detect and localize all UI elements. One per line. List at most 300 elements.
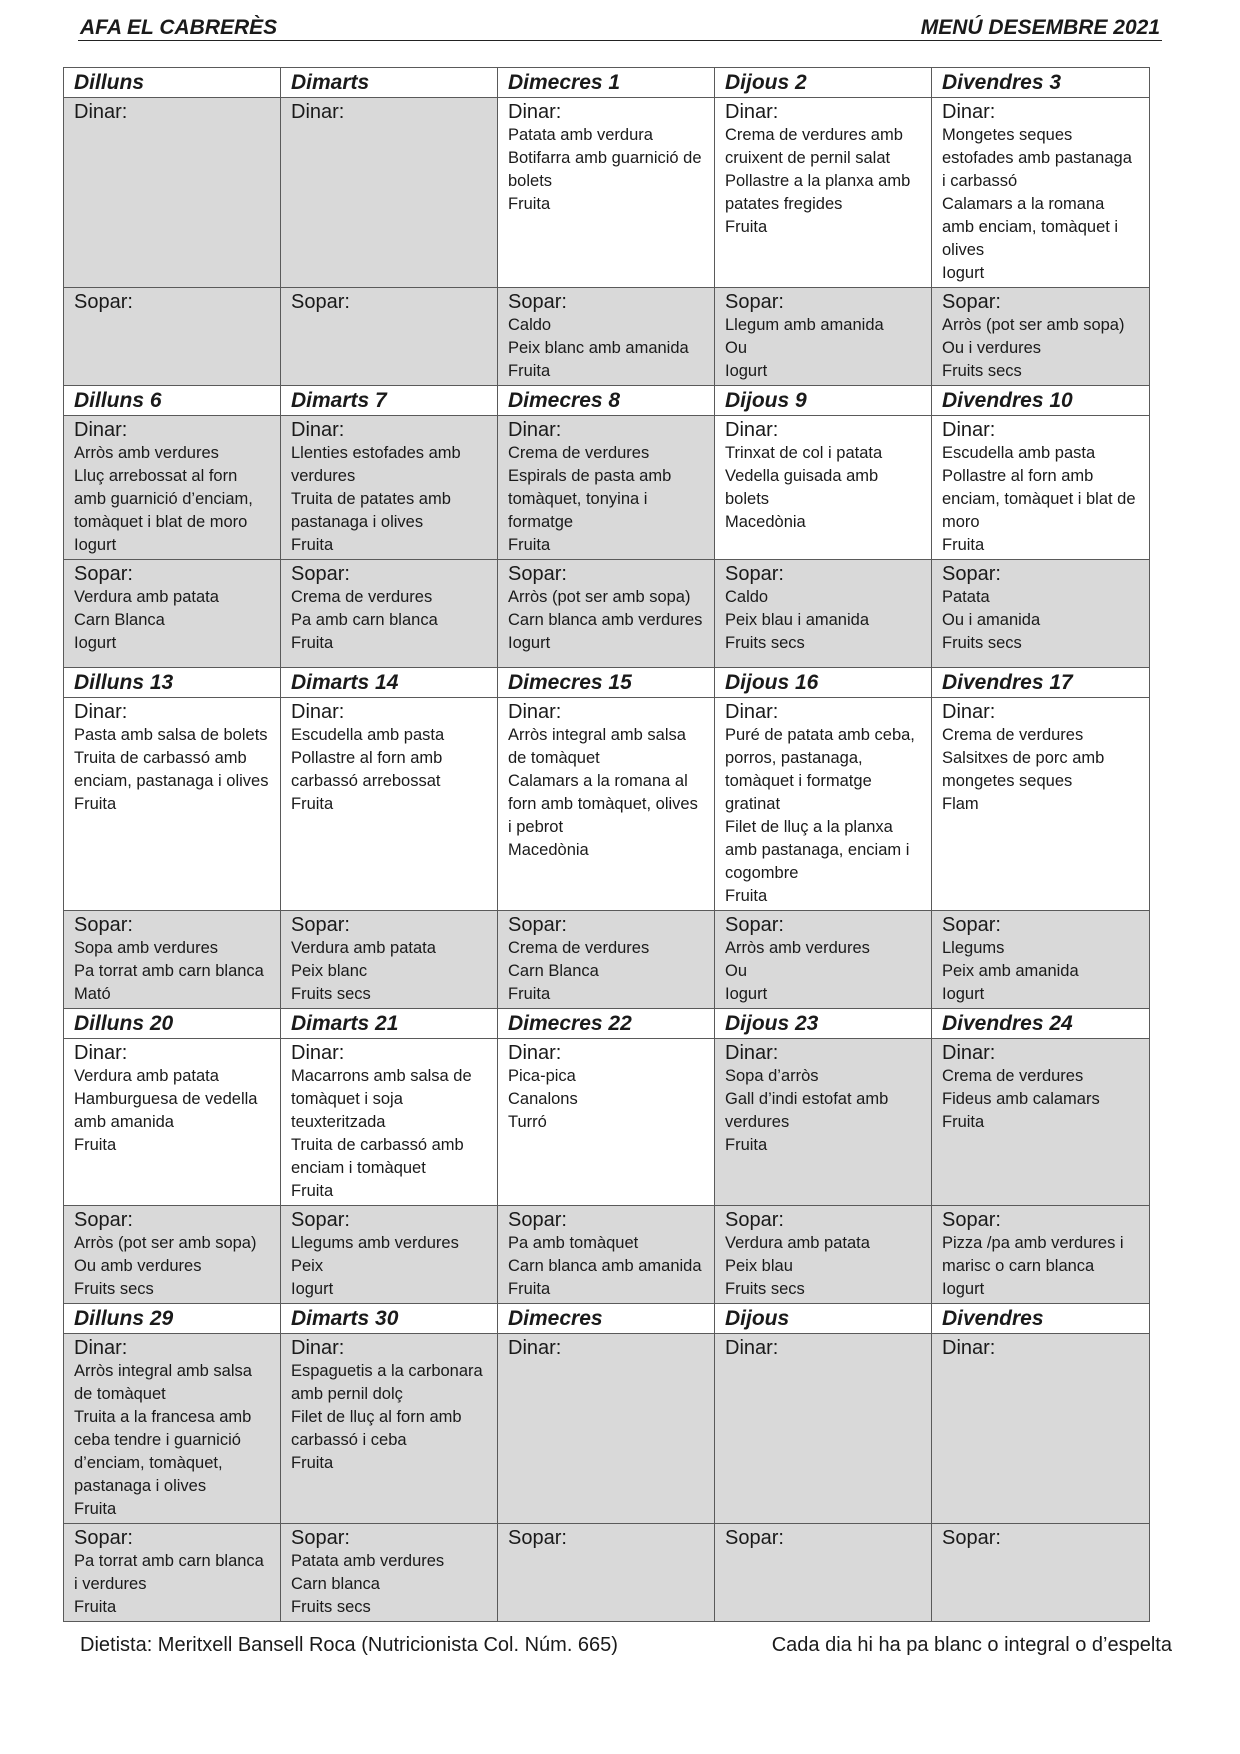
dish-item: Iogurt: [725, 362, 768, 380]
day-name: Divendres 3: [932, 68, 1150, 98]
lunch-cell: [715, 1334, 932, 1524]
lunch-cell: [281, 416, 498, 560]
dish-item: Calamars a la romana al forn amb tomàquet, olives i pebrot: [508, 772, 698, 836]
dish-list: [74, 1360, 270, 1521]
dish-item: Peix blau i amanida: [725, 611, 870, 629]
dish-item: Fruits secs: [942, 362, 1022, 380]
dish-item: Fruita: [942, 536, 985, 554]
lunch-cell: [932, 1334, 1150, 1524]
dish-item: Sopa amb verdures: [74, 939, 218, 957]
dish-list: [74, 937, 270, 1006]
dish-list: [74, 1232, 270, 1301]
dinner-cell: [281, 560, 498, 668]
dish-item: Pa torrat amb carn blanca i verdures: [74, 1552, 264, 1593]
day-name: Dimarts 21: [281, 1009, 498, 1039]
dinner-label: Sopar:: [942, 1209, 1001, 1231]
lunch-label: Dinar:: [74, 1337, 128, 1359]
lunch-cell: [715, 698, 932, 911]
dinner-label: Sopar:: [74, 563, 133, 585]
dish-list: [725, 1065, 921, 1157]
dinner-label: Sopar:: [74, 1527, 133, 1549]
dish-list: [74, 1065, 270, 1157]
dish-item: Truita a la francesa amb ceba tendre i guarnició d’enciam, tomàquet, pastanaga i olives: [74, 1408, 252, 1495]
day-name: Dijous 9: [715, 386, 932, 416]
day-name: Dilluns 6: [64, 386, 281, 416]
dinner-cell: [281, 1524, 498, 1622]
dinner-label: Sopar:: [725, 1209, 784, 1231]
dish-list: [291, 1550, 487, 1619]
dish-item: Fruits secs: [942, 634, 1022, 652]
dinner-label: Sopar:: [942, 1527, 1001, 1549]
dish-list: [508, 937, 704, 1006]
dish-item: Fruita: [508, 536, 551, 554]
day-name: Dimarts: [281, 68, 498, 98]
dish-list: [291, 937, 487, 1006]
dish-list: [74, 586, 270, 655]
lunch-label: Dinar:: [74, 101, 128, 123]
dish-list: [508, 724, 704, 862]
day-name: Divendres: [932, 1304, 1150, 1334]
dinner-cell: [932, 911, 1150, 1009]
dinner-label: Sopar:: [725, 563, 784, 585]
dish-item: Escudella amb pasta: [942, 444, 1096, 462]
lunch-label: Dinar:: [942, 101, 996, 123]
day-name: Divendres 17: [932, 668, 1150, 698]
lunch-label: Dinar:: [508, 1337, 562, 1359]
dish-item: Llegum amb amanida: [725, 316, 884, 334]
day-name: Dimecres: [498, 1304, 715, 1334]
dish-item: Salsitxes de porc amb mongetes seques: [942, 749, 1105, 790]
dinner-row: [64, 560, 1150, 668]
lunch-cell: [498, 1039, 715, 1206]
dish-item: Filet de lluç al forn amb carbassó i ceba: [291, 1408, 462, 1449]
dinner-label: Sopar:: [942, 563, 1001, 585]
dish-item: Iogurt: [942, 264, 985, 282]
lunch-label: Dinar:: [508, 419, 562, 441]
dish-list: [508, 1232, 704, 1301]
dish-item: Patata: [942, 588, 990, 606]
lunch-cell: [64, 1334, 281, 1524]
menu-table: [63, 67, 1150, 1622]
dish-item: Ou i verdures: [942, 339, 1042, 357]
dish-item: Iogurt: [74, 634, 117, 652]
dish-list: [942, 586, 1139, 655]
lunch-label: Dinar:: [725, 419, 779, 441]
dish-item: Fruita: [291, 634, 334, 652]
dish-list: [508, 314, 704, 383]
dinner-cell: [281, 911, 498, 1009]
lunch-cell: [64, 416, 281, 560]
dinner-cell: [64, 911, 281, 1009]
dish-list: [291, 1360, 487, 1475]
day-name: Dimecres 1: [498, 68, 715, 98]
menu-table-body: [64, 68, 1150, 1622]
dinner-label: Sopar:: [508, 914, 567, 936]
dish-item: Peix blau: [725, 1257, 793, 1275]
lunch-label: Dinar:: [291, 701, 345, 723]
day-name: Dijous 23: [715, 1009, 932, 1039]
lunch-cell: [498, 416, 715, 560]
dish-list: [942, 124, 1139, 285]
dish-item: Iogurt: [508, 634, 551, 652]
lunch-cell: [281, 98, 498, 288]
dish-item: Patata amb verdures: [291, 1552, 445, 1570]
lunch-cell: [715, 98, 932, 288]
dinner-label: Sopar:: [291, 1209, 350, 1231]
day-name: Divendres 24: [932, 1009, 1150, 1039]
dinner-cell: [281, 288, 498, 386]
dish-list: [725, 124, 921, 239]
dish-item: Arròs (pot ser amb sopa): [74, 1234, 257, 1252]
lunch-cell: [281, 698, 498, 911]
dinner-cell: [715, 560, 932, 668]
dish-item: Pa amb carn blanca: [291, 611, 438, 629]
day-name: Dijous 2: [715, 68, 932, 98]
dish-list: [942, 1065, 1139, 1134]
dish-item: Fruita: [291, 536, 334, 554]
dish-list: [291, 1065, 487, 1203]
lunch-cell: [498, 698, 715, 911]
dish-item: Iogurt: [725, 985, 768, 1003]
lunch-label: Dinar:: [291, 1337, 345, 1359]
dish-item: Pa torrat amb carn blanca: [74, 962, 264, 980]
dinner-cell: [715, 911, 932, 1009]
dish-item: Arròs (pot ser amb sopa): [508, 588, 691, 606]
lunch-label: Dinar:: [74, 419, 128, 441]
dinner-label: Sopar:: [725, 291, 784, 313]
dish-item: Fideus amb calamars: [942, 1090, 1100, 1108]
dish-item: Espirals de pasta amb tomàquet, tonyina i formatge: [508, 467, 672, 531]
lunch-cell: [932, 98, 1150, 288]
dish-item: Fruits secs: [291, 985, 371, 1003]
week-header-row: [64, 1304, 1150, 1334]
dish-item: Lluç arrebossat al forn amb guarnició d’enciam, tomàquet i blat de moro: [74, 467, 253, 531]
dish-item: Fruita: [74, 795, 117, 813]
page-header: [78, 14, 1162, 41]
lunch-label: Dinar:: [725, 101, 779, 123]
dinner-label: Sopar:: [508, 1209, 567, 1231]
dish-item: Fruita: [74, 1500, 117, 1518]
dish-item: Caldo: [508, 316, 552, 334]
menu-title: MENÚ DESEMBRE 2021: [920, 16, 1160, 39]
lunch-row: [64, 416, 1150, 560]
dish-item: Ou amb verdures: [74, 1257, 202, 1275]
dish-list: [942, 314, 1139, 383]
dish-item: Fruita: [508, 362, 551, 380]
dish-item: Fruita: [508, 195, 551, 213]
dish-list: [508, 586, 704, 655]
dinner-row: [64, 911, 1150, 1009]
dish-item: Fruits secs: [725, 1280, 805, 1298]
dish-list: [291, 586, 487, 655]
dish-list: [291, 442, 487, 557]
week-header-row: [64, 68, 1150, 98]
day-name: Divendres 10: [932, 386, 1150, 416]
dish-item: Iogurt: [942, 985, 985, 1003]
dish-item: Verdura amb patata: [291, 939, 436, 957]
dish-item: Peix blanc: [291, 962, 368, 980]
dinner-cell: [715, 1206, 932, 1304]
dish-item: Ou: [725, 962, 748, 980]
dinner-cell: [715, 1524, 932, 1622]
lunch-label: Dinar:: [74, 1042, 128, 1064]
dish-item: Iogurt: [74, 536, 117, 554]
dinner-cell: [281, 1206, 498, 1304]
dish-item: Arròs integral amb salsa de tomàquet: [74, 1362, 252, 1403]
dinner-label: Sopar:: [942, 291, 1001, 313]
day-name: Dilluns: [64, 68, 281, 98]
dish-list: [942, 1232, 1139, 1301]
dish-item: Patata amb verdura: [508, 126, 653, 144]
dinner-cell: [498, 1206, 715, 1304]
lunch-label: Dinar:: [291, 419, 345, 441]
lunch-cell: [715, 416, 932, 560]
dish-item: Filet de lluç a la planxa amb pastanaga, enciam i cogombre: [725, 818, 910, 882]
dish-item: Fruita: [74, 1136, 117, 1154]
dish-list: [508, 1065, 704, 1134]
dish-item: Fruita: [291, 1182, 334, 1200]
dinner-label: Sopar:: [74, 291, 133, 313]
dinner-label: Sopar:: [291, 291, 350, 313]
dinner-cell: [64, 288, 281, 386]
dinner-cell: [498, 560, 715, 668]
dish-item: Carn Blanca: [508, 962, 599, 980]
dish-list: [291, 724, 487, 816]
dish-item: Arròs amb verdures: [725, 939, 870, 957]
lunch-label: Dinar:: [291, 101, 345, 123]
dish-item: Arròs (pot ser amb sopa): [942, 316, 1125, 334]
week-header-row: [64, 386, 1150, 416]
dish-item: Truita de carbassó amb enciam i tomàquet: [291, 1136, 464, 1177]
lunch-label: Dinar:: [725, 1337, 779, 1359]
lunch-label: Dinar:: [725, 1042, 779, 1064]
dish-item: Turró: [508, 1113, 547, 1131]
dish-item: Caldo: [725, 588, 769, 606]
dish-item: Iogurt: [942, 1280, 985, 1298]
dietitian-credit: Dietista: Meritxell Bansell Roca (Nutricionista Col. Núm. 665): [80, 1634, 618, 1656]
lunch-cell: [281, 1334, 498, 1524]
dinner-label: Sopar:: [508, 563, 567, 585]
dish-item: Fruita: [74, 1598, 117, 1616]
dish-item: Botifarra amb guarnició de bolets: [508, 149, 702, 190]
dish-list: [942, 937, 1139, 1006]
dish-item: Canalons: [508, 1090, 578, 1108]
dish-list: [74, 724, 270, 816]
dish-item: Peix blanc amb amanida: [508, 339, 689, 357]
lunch-row: [64, 98, 1150, 288]
dish-item: Verdura amb patata: [74, 588, 219, 606]
day-name: Dijous: [715, 1304, 932, 1334]
dish-list: [291, 1232, 487, 1301]
dish-item: Puré de patata amb ceba, porros, pastanaga, tomàquet i formatge gratinat: [725, 726, 915, 813]
dish-list: [725, 724, 921, 908]
dish-item: Fruits secs: [725, 634, 805, 652]
dinner-cell: [715, 288, 932, 386]
dinner-row: [64, 1524, 1150, 1622]
dish-item: Peix amb amanida: [942, 962, 1079, 980]
lunch-label: Dinar:: [725, 701, 779, 723]
lunch-cell: [64, 1039, 281, 1206]
dish-item: Mongetes seques estofades amb pastanaga i carbassó: [942, 126, 1132, 190]
dinner-label: Sopar:: [942, 914, 1001, 936]
dish-item: Verdura amb patata: [74, 1067, 219, 1085]
dish-item: Fruita: [725, 218, 768, 236]
day-name: Dimecres 8: [498, 386, 715, 416]
day-name: Dilluns 13: [64, 668, 281, 698]
dish-item: Pizza /pa amb verdures i marisc o carn blanca: [942, 1234, 1124, 1275]
dish-item: Carn blanca: [291, 1575, 380, 1593]
dinner-cell: [64, 1206, 281, 1304]
dish-item: Crema de verdures: [942, 1067, 1084, 1085]
dish-list: [942, 442, 1139, 557]
organization-name: AFA EL CABRERÈS: [80, 16, 278, 39]
dish-item: Fruita: [291, 1454, 334, 1472]
lunch-label: Dinar:: [942, 1337, 996, 1359]
day-name: Dimecres 15: [498, 668, 715, 698]
lunch-cell: [932, 698, 1150, 911]
dish-item: Espaguetis a la carbonara amb pernil dolç: [291, 1362, 483, 1403]
dish-item: Llegums: [942, 939, 1005, 957]
dinner-cell: [932, 560, 1150, 668]
dish-item: Fruits secs: [74, 1280, 154, 1298]
dish-list: [725, 1232, 921, 1301]
dish-item: Pollastre al forn amb carbassó arrebossat: [291, 749, 443, 790]
lunch-row: [64, 698, 1150, 911]
dinner-row: [64, 288, 1150, 386]
day-name: Dilluns 29: [64, 1304, 281, 1334]
lunch-label: Dinar:: [291, 1042, 345, 1064]
dish-item: Peix: [291, 1257, 324, 1275]
dinner-label: Sopar:: [291, 1527, 350, 1549]
dish-item: Macarrons amb salsa de tomàquet i soja teuxteritzada: [291, 1067, 472, 1131]
dish-item: Carn blanca amb verdures: [508, 611, 703, 629]
dinner-label: Sopar:: [725, 914, 784, 936]
dish-item: Pollastre al forn amb enciam, tomàquet i blat de moro: [942, 467, 1136, 531]
dish-item: Gall d’indi estofat amb verdures: [725, 1090, 889, 1131]
day-name: Dimecres 22: [498, 1009, 715, 1039]
lunch-cell: [281, 1039, 498, 1206]
dinner-label: Sopar:: [508, 291, 567, 313]
lunch-cell: [498, 98, 715, 288]
dinner-label: Sopar:: [291, 563, 350, 585]
week-header-row: [64, 668, 1150, 698]
dish-item: Calamars a la romana amb enciam, tomàquet i olives: [942, 195, 1119, 259]
dish-item: Escudella amb pasta: [291, 726, 445, 744]
dish-list: [725, 442, 921, 534]
dish-item: Pasta amb salsa de bolets: [74, 726, 268, 744]
dish-item: Fruita: [725, 887, 768, 905]
dish-list: [942, 724, 1139, 816]
lunch-cell: [64, 698, 281, 911]
lunch-row: [64, 1039, 1150, 1206]
lunch-label: Dinar:: [74, 701, 128, 723]
dish-item: Macedònia: [725, 513, 806, 531]
dish-list: [74, 1550, 270, 1619]
dish-item: Crema de verdures: [942, 726, 1084, 744]
dish-list: [508, 124, 704, 216]
dish-item: Llegums amb verdures: [291, 1234, 459, 1252]
dinner-cell: [932, 1206, 1150, 1304]
dinner-cell: [498, 1524, 715, 1622]
week-header-row: [64, 1009, 1150, 1039]
dish-list: [74, 442, 270, 557]
dish-item: Fruita: [725, 1136, 768, 1154]
dish-item: Truita de carbassó amb enciam, pastanaga i olives: [74, 749, 269, 790]
dish-item: Hamburguesa de vedella amb amanida: [74, 1090, 258, 1131]
dish-item: Pa amb tomàquet: [508, 1234, 639, 1252]
dinner-label: Sopar:: [74, 1209, 133, 1231]
dinner-label: Sopar:: [291, 914, 350, 936]
dish-item: Llenties estofades amb verdures: [291, 444, 461, 485]
dish-item: Crema de verdures: [508, 939, 650, 957]
dinner-cell: [498, 911, 715, 1009]
dish-item: Vedella guisada amb bolets: [725, 467, 879, 508]
day-name: Dilluns 20: [64, 1009, 281, 1039]
lunch-cell: [715, 1039, 932, 1206]
lunch-cell: [64, 98, 281, 288]
dinner-label: Sopar:: [725, 1527, 784, 1549]
dish-item: Trinxat de col i patata: [725, 444, 883, 462]
dish-item: Carn blanca amb amanida: [508, 1257, 702, 1275]
day-name: Dimarts 30: [281, 1304, 498, 1334]
dish-item: Crema de verdures amb cruixent de pernil salat: [725, 126, 903, 167]
dish-item: Pica-pica: [508, 1067, 576, 1085]
dish-item: Arròs amb verdures: [74, 444, 219, 462]
dish-item: Arròs integral amb salsa de tomàquet: [508, 726, 686, 767]
dish-item: Truita de patates amb pastanaga i olives: [291, 490, 451, 531]
dish-list: [508, 442, 704, 557]
dinner-label: Sopar:: [74, 914, 133, 936]
dinner-label: Sopar:: [508, 1527, 567, 1549]
dish-item: Crema de verdures: [291, 588, 433, 606]
lunch-label: Dinar:: [508, 101, 562, 123]
dinner-cell: [64, 560, 281, 668]
dinner-cell: [64, 1524, 281, 1622]
lunch-label: Dinar:: [508, 701, 562, 723]
dish-item: Pollastre a la planxa amb patates fregides: [725, 172, 911, 213]
dish-item: Mató: [74, 985, 111, 1003]
dish-item: Ou i amanida: [942, 611, 1041, 629]
dish-list: [725, 937, 921, 1006]
dish-item: Iogurt: [291, 1280, 334, 1298]
lunch-cell: [932, 416, 1150, 560]
day-name: Dimarts 14: [281, 668, 498, 698]
day-name: Dimarts 7: [281, 386, 498, 416]
bread-note: Cada dia hi ha pa blanc o integral o d’espelta: [771, 1634, 1172, 1656]
lunch-label: Dinar:: [508, 1042, 562, 1064]
dish-item: Ou: [725, 339, 748, 357]
lunch-label: Dinar:: [942, 701, 996, 723]
dish-item: Fruita: [942, 1113, 985, 1131]
lunch-label: Dinar:: [942, 419, 996, 441]
dinner-cell: [932, 288, 1150, 386]
dish-item: Verdura amb patata: [725, 1234, 870, 1252]
dinner-cell: [498, 288, 715, 386]
dish-list: [725, 314, 921, 383]
dish-item: Fruita: [508, 985, 551, 1003]
dish-item: Carn Blanca: [74, 611, 165, 629]
dish-item: Fruita: [291, 795, 334, 813]
lunch-cell: [932, 1039, 1150, 1206]
lunch-row: [64, 1334, 1150, 1524]
dinner-cell: [932, 1524, 1150, 1622]
lunch-cell: [498, 1334, 715, 1524]
dish-item: Flam: [942, 795, 979, 813]
dish-item: Crema de verdures: [508, 444, 650, 462]
day-name: Dijous 16: [715, 668, 932, 698]
dish-item: Fruits secs: [291, 1598, 371, 1616]
lunch-label: Dinar:: [942, 1042, 996, 1064]
